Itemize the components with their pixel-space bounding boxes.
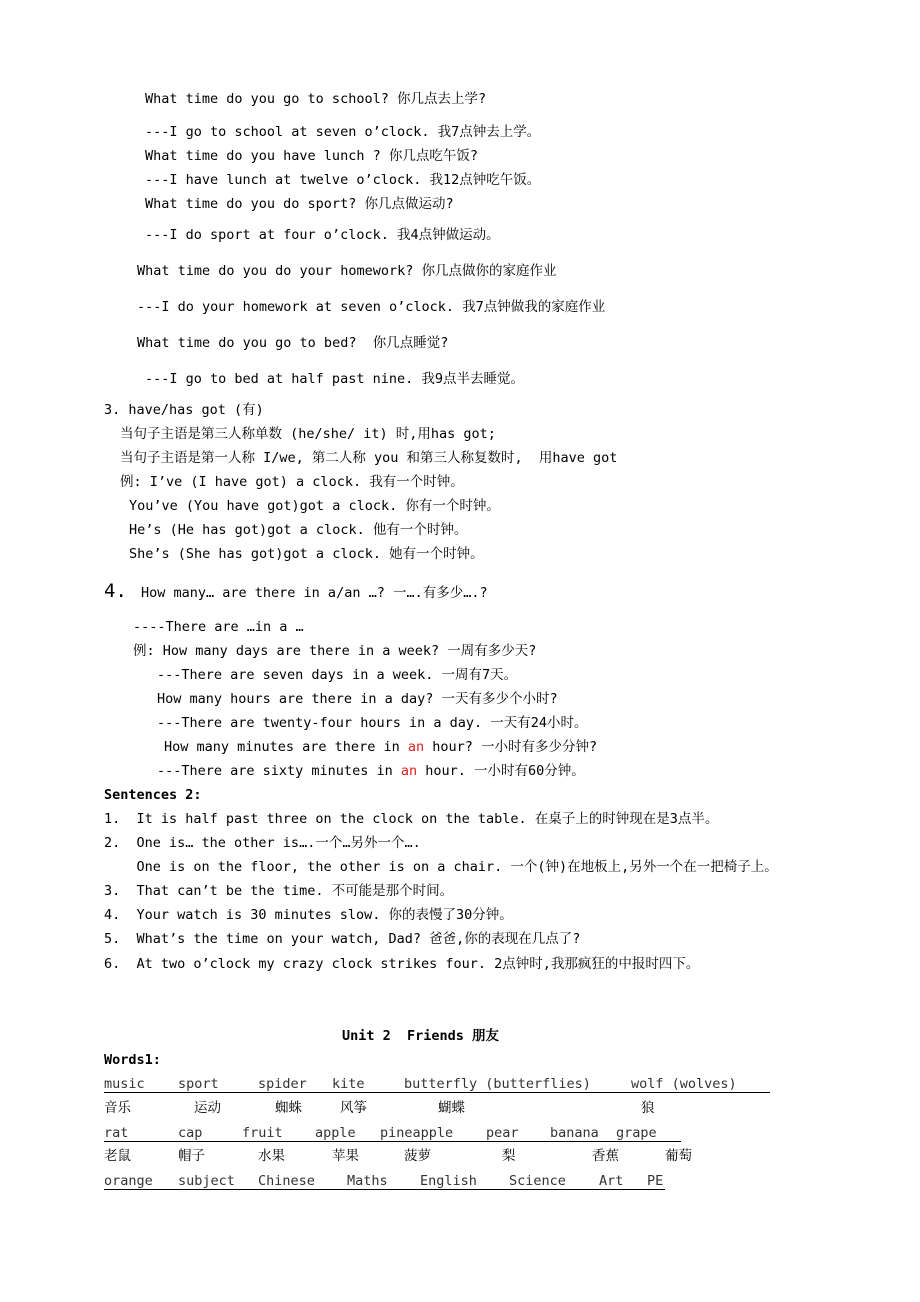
example-line: She’s (She has got)got a clock. 她有一个时钟。 xyxy=(129,546,484,562)
word: rat xyxy=(104,1125,129,1141)
word: 狼 xyxy=(641,1100,655,1116)
sentence-item: 5. What’s the time on your watch, Dad? 爸爸,你的表现在几点了? xyxy=(104,931,581,947)
sentence-item: 1. It is half past three on the clock on the table. 在桌子上的时钟现在是3点半。 xyxy=(104,811,719,827)
word: pineapple xyxy=(380,1125,454,1141)
example-line: 例: How many days are there in a week? 一周有多少天? xyxy=(133,643,537,659)
sentence-item: 4. Your watch is 30 minutes slow. 你的表慢了30分钟。 xyxy=(104,907,513,923)
unit-title: Unit 2 Friends 朋友 xyxy=(342,1028,500,1044)
word: kite xyxy=(332,1076,365,1092)
word: 蜘蛛 xyxy=(275,1100,302,1116)
word: Art xyxy=(599,1173,624,1189)
word: 水果 xyxy=(258,1148,285,1164)
grammar-rule: 当句子主语是第一人称 I/we, 第二人称 you 和第三人称复数时, 用have got xyxy=(120,450,618,466)
example-line: 例: I’ve (I have got) a clock. 我有一个时钟。 xyxy=(120,474,464,490)
word: English xyxy=(420,1173,477,1189)
grammar-rule: 当句子主语是第三人称单数 (he/she/ it) 时,用has got; xyxy=(120,426,496,442)
dialogue-line: ---I do sport at four o’clock. 我4点钟做运动。 xyxy=(145,227,500,243)
sentence-item: 2. One is… the other is….一个…另外一个…. xyxy=(104,835,421,851)
section-heading: How many… are there in a/an …? 一….有多少….? xyxy=(141,585,488,601)
dialogue-line: ---I go to school at seven o’clock. 我7点钟去上学。 xyxy=(145,124,541,140)
dialogue-line: ---I go to bed at half past nine. 我9点半去睡觉。 xyxy=(145,371,524,387)
section-heading: 3. have/has got (有) xyxy=(104,402,264,418)
word: 苹果 xyxy=(332,1148,359,1164)
word: grape xyxy=(616,1125,657,1141)
word: wolf (wolves) xyxy=(631,1076,737,1092)
pattern-line: ----There are …in a … xyxy=(133,619,304,635)
example-line: He’s (He has got)got a clock. 他有一个时钟。 xyxy=(129,522,468,538)
word: subject xyxy=(178,1173,235,1189)
word: banana xyxy=(550,1125,599,1141)
dialogue-line: ---I have lunch at twelve o’clock. 我12点钟吃午饭。 xyxy=(145,172,541,188)
sentence-item: 6. At two o’clock my crazy clock strikes four. 2点钟时,我那疯狂的中报时四下。 xyxy=(104,956,700,972)
dialogue-line: What time do you go to bed? 你几点睡觉? xyxy=(137,335,449,351)
sentence-item: 3. That can’t be the time. 不可能是那个时间。 xyxy=(104,883,454,899)
highlight-word: an xyxy=(400,763,418,779)
word: 蝴蝶 xyxy=(438,1100,465,1116)
underline xyxy=(104,1092,770,1093)
word: 香蕉 xyxy=(592,1148,619,1164)
word: apple xyxy=(315,1125,356,1141)
example-line: ---There are twenty-four hours in a day. 一天有24小时。 xyxy=(157,715,588,731)
word: cap xyxy=(178,1125,203,1141)
dialogue-line: What time do you do sport? 你几点做运动? xyxy=(145,196,454,212)
example-line: ---There are sixty minutes in an hour. 一小时有60分钟。 xyxy=(157,763,585,779)
word: music xyxy=(104,1076,145,1092)
example-line: How many minutes are there in an hour? 一小时有多少分钟? xyxy=(164,739,598,755)
word: Science xyxy=(509,1173,566,1189)
word: 风筝 xyxy=(340,1100,367,1116)
sentence-item: One is on the floor, the other is on a chair. 一个(钟)在地板上,另外一个在一把椅子上。 xyxy=(104,859,778,875)
dialogue-line: What time do you go to school? 你几点去上学? xyxy=(145,91,487,107)
words-heading: Words1: xyxy=(104,1052,161,1068)
underline xyxy=(104,1189,665,1190)
section-heading: Sentences 2: xyxy=(104,787,202,803)
dialogue-line: What time do you have lunch ? 你几点吃午饭? xyxy=(145,148,478,164)
word: 梨 xyxy=(502,1148,516,1164)
word: 音乐 xyxy=(104,1100,131,1116)
word: 运动 xyxy=(194,1100,221,1116)
highlight-word: an xyxy=(407,739,425,755)
example-line: ---There are seven days in a week. 一周有7天。 xyxy=(157,667,518,683)
word: pear xyxy=(486,1125,519,1141)
word: 菠萝 xyxy=(404,1148,431,1164)
word: 老鼠 xyxy=(104,1148,131,1164)
example-line: You’ve (You have got)got a clock. 你有一个时钟。 xyxy=(129,498,500,514)
section-number: 4. xyxy=(104,580,127,602)
dialogue-line: What time do you do your homework? 你几点做你的家庭作业 xyxy=(137,263,557,279)
example-line: How many hours are there in a day? 一天有多少个小时? xyxy=(157,691,558,707)
word: spider xyxy=(258,1076,307,1092)
word: Maths xyxy=(347,1173,388,1189)
underline xyxy=(104,1141,681,1142)
word: sport xyxy=(178,1076,219,1092)
word: butterfly (butterflies) xyxy=(404,1076,591,1092)
word: fruit xyxy=(242,1125,283,1141)
word: Chinese xyxy=(258,1173,315,1189)
word: 帽子 xyxy=(178,1148,205,1164)
dialogue-line: ---I do your homework at seven o’clock. 我7点钟做我的家庭作业 xyxy=(137,299,606,315)
word: PE xyxy=(647,1173,664,1189)
word: 葡萄 xyxy=(665,1148,692,1164)
word: orange xyxy=(104,1173,153,1189)
